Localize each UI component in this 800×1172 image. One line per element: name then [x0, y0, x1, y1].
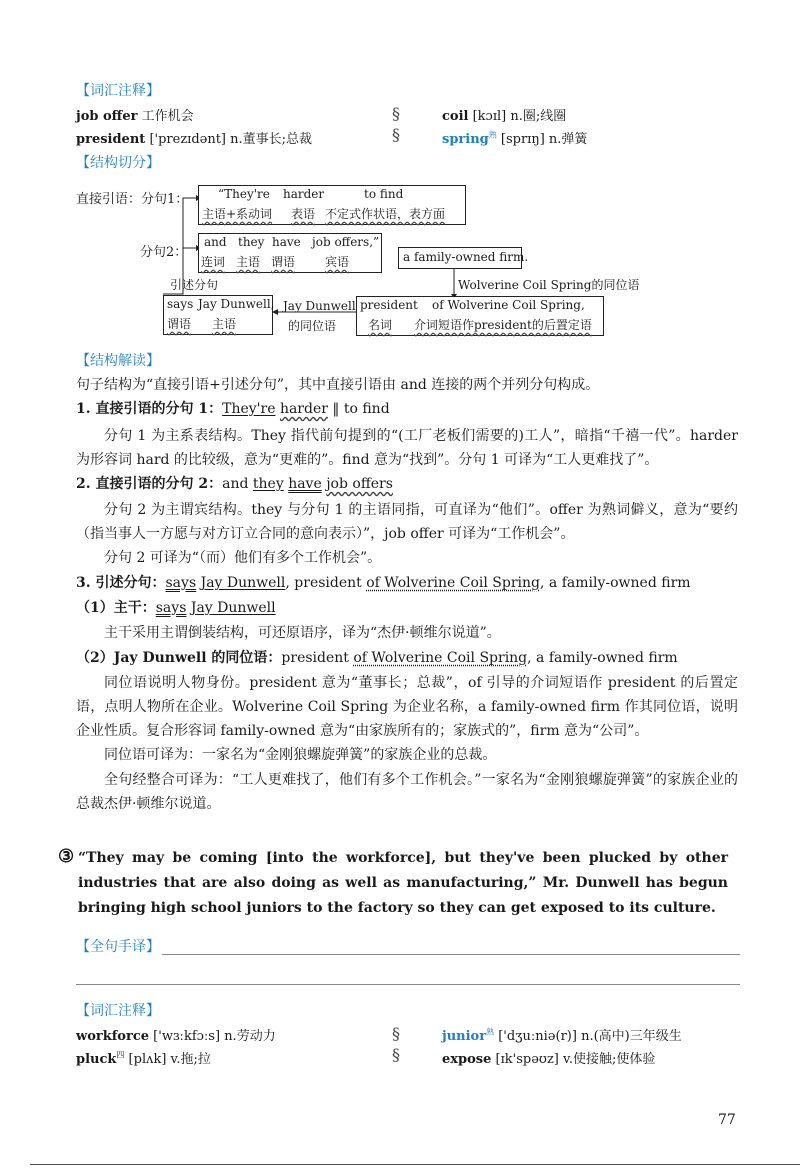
- object-span: job offers: [326, 476, 393, 492]
- vocab-phonetic: [sprɪŋ]: [500, 132, 545, 147]
- appositive-label: Wolverine Coil Spring的同位语: [458, 278, 640, 292]
- clause1-word: “They're: [218, 187, 270, 201]
- clause2-role: 谓语: [271, 255, 296, 269]
- clause1-role: 主语+系动词: [202, 207, 273, 221]
- vocab-word: coil: [442, 109, 469, 124]
- analysis-paragraph: 分句 1 为主系表结构。They 指代前句提到的“(工厂老板们需要的)工人”，暗指“千禧一代”。harder 为形容词 hard 的比较级，意为“更难的”。find 意为“找到”。分句 1 可译为“工人更难找了”。: [76, 428, 738, 468]
- vocab-item: [442, 1048, 655, 1067]
- jd-label: Jay Dunwell: [283, 299, 356, 313]
- clause1-role: 表语: [291, 207, 316, 221]
- vocab-phonetic: [plʌk]: [128, 1052, 167, 1067]
- page-number: 77: [718, 1112, 736, 1128]
- predicative-span: harder: [279, 401, 328, 417]
- predicate-span: have: [288, 476, 322, 492]
- subheading-label: （2）Jay Dunwell 的同位语：: [76, 650, 282, 666]
- vocab-gloss: v.拖;拉: [170, 1052, 211, 1067]
- analysis-heading: 【结构解读】: [76, 353, 160, 369]
- vocab-word: job offer: [76, 109, 138, 124]
- clause2-role: 主语: [236, 255, 261, 269]
- subject-span: Jay Dunwell: [190, 600, 276, 616]
- clause2-role: 连词: [201, 255, 226, 269]
- vocab-word: workforce: [76, 1029, 150, 1044]
- clause2-label: 分句2：: [140, 245, 188, 260]
- vocab-item: [442, 1025, 682, 1044]
- translation-answer-line[interactable]: [162, 954, 740, 955]
- says-word: Jay Dunwell,: [198, 297, 275, 311]
- structure-heading: 【结构切分】: [76, 155, 160, 171]
- jd-label: 的同位语: [288, 319, 337, 333]
- analysis-intro: 句子结构为“直接引语+引述分句”，其中直接引语由 and 连接的两个并列分句构成。: [76, 377, 600, 393]
- translation-answer-line[interactable]: [76, 984, 740, 985]
- familiar-word-icon: 熟: [488, 130, 497, 140]
- appositive-span: president: [281, 650, 354, 666]
- says-word: says: [167, 297, 194, 311]
- familiar-word-icon: 熟: [486, 1027, 495, 1037]
- analysis-subheading: [76, 647, 678, 667]
- subheading-label: 1. 直接引语的分句 1：: [76, 401, 223, 417]
- vocab-gloss: 工作机会: [141, 109, 194, 124]
- clause2-word: job offers,”: [312, 235, 380, 249]
- subject-span: They're: [222, 401, 276, 417]
- subheading-label: 3. 引述分句：: [76, 575, 166, 591]
- appositive-text: a family-owned firm.: [403, 250, 529, 264]
- vocab-gloss: v.使接触;使体验: [563, 1052, 656, 1067]
- binding-ring-icon: §: [392, 1045, 400, 1064]
- vocab-heading: 【词汇注释】: [76, 83, 160, 99]
- appositive-span: , a family-owned firm: [540, 575, 691, 591]
- clause1-role: 不定式作状语，表方面: [325, 207, 446, 221]
- subject-span: Jay Dunwell: [200, 575, 286, 591]
- analysis-paragraph: 同位语说明人物身份。president 意为“董事长；总裁”，of 引导的介词短语作 president 的后置定语，点明人物所在企业。Wolverine Coil Spring 为企业名称，a family-owned firm 作其同位语，说明企业性质。复合形容词 family-owned 意为“由家族所有的；家族式的”，firm 意为“公司”。: [76, 675, 738, 739]
- attributive-span: of Wolverine Coil Spring: [353, 650, 528, 666]
- president-word: president: [360, 298, 418, 312]
- analysis-paragraph: 主干采用主谓倒装结构，可还原语序，译为“杰伊·顿维尔说道”。: [104, 625, 501, 641]
- conjunction-span: and: [222, 476, 253, 492]
- vocab-phonetic: [ɪk'spəʊz]: [495, 1052, 559, 1067]
- predicate-span: says: [165, 575, 197, 591]
- clause2-role: 宾语: [325, 255, 350, 269]
- analysis-subheading: [76, 572, 691, 592]
- adverbial-span: ‖ to find: [327, 401, 390, 417]
- says-role: 主语: [212, 317, 237, 331]
- vocab-phonetic: ['wɜːkfɔːs]: [153, 1029, 221, 1044]
- attributive-span: of Wolverine Coil Spring: [366, 575, 541, 591]
- binding-ring-icon: §: [392, 125, 400, 144]
- binding-ring-icon: §: [392, 1024, 400, 1043]
- analysis-paragraph: 分句 2 可译为“（而）他们有多个工作机会”。: [104, 550, 382, 566]
- clause2-word: they: [238, 235, 265, 249]
- vocab-phonetic: ['prezɪdənt]: [149, 132, 227, 147]
- binding-ring-icon: §: [392, 104, 400, 123]
- vocab-item: [76, 1048, 211, 1067]
- subject-span: they: [252, 476, 284, 492]
- vocab-gloss: n.劳动力: [224, 1029, 276, 1044]
- reporting-label: 引述分句: [170, 278, 219, 292]
- vocab-gloss: n.弹簧: [548, 132, 588, 147]
- vocab-phonetic: [kɔɪl]: [472, 109, 507, 124]
- vocab-word: expose: [442, 1052, 492, 1067]
- vocab-word: spring: [442, 132, 489, 147]
- predicate-span: says: [155, 600, 187, 616]
- vocab-word: president: [76, 132, 146, 147]
- vocab-phonetic: ['dʒuːniə(r)]: [498, 1029, 577, 1044]
- analysis-subheading: [76, 473, 393, 493]
- vocab-gloss: n.圈;线圈: [510, 109, 567, 124]
- vocab-gloss: n.董事长;总裁: [230, 132, 313, 147]
- clause1-label: 直接引语：分句1：: [76, 192, 189, 207]
- four-level-icon: 四: [116, 1050, 125, 1060]
- appositive-span: , president: [285, 575, 367, 591]
- analysis-subheading: [76, 597, 276, 617]
- clause2-word: and: [204, 235, 227, 249]
- sentence-text: “They may be coming [into the workforce], but they've been plucked by other industries that are also doing as well as manufacturing,” Mr. Dunwell has begun bringing high school juniors to the factory so they can get exposed to its culture.: [78, 850, 728, 916]
- president-word: of Wolverine Coil Spring,: [432, 298, 585, 312]
- appositive-span: , a family-owned firm: [527, 650, 678, 666]
- analysis-paragraph: 分句 2 为主谓宾结构。they 与分句 1 的主语同指，可直译为“他们”。offer 为熟词僻义，意为“要约（指当事人一方愿与对方订立合同的意向表示）”，job offer 可译为“工作机会”。: [76, 502, 738, 542]
- vocab-gloss: n.(高中)三年级生: [581, 1029, 682, 1044]
- clause1-word: to find: [364, 187, 404, 201]
- president-role: 名词: [368, 318, 393, 332]
- clause1-word: harder: [283, 187, 325, 201]
- vocab-heading: 【词汇注释】: [76, 1003, 160, 1019]
- vocab-word: junior: [442, 1029, 487, 1044]
- clause2-word: have: [272, 235, 301, 249]
- analysis-paragraph: 全句经整合可译为：“工人更难找了，他们有多个工作机会。”一家名为“金刚狼螺旋弹簧”的家族企业的总裁杰伊·顿维尔说道。: [76, 772, 738, 812]
- analysis-paragraph: 同位语可译为：一家名为“金刚狼螺旋弹簧”的家族企业的总裁。: [104, 747, 497, 763]
- says-role: 谓语: [167, 317, 192, 331]
- translation-heading: 【全句手译】: [76, 939, 160, 955]
- page-bottom-rule: [30, 1164, 800, 1165]
- subheading-label: （1）主干：: [76, 600, 156, 616]
- president-role: 介词短语作president的后置定语: [414, 318, 592, 332]
- vocab-item: [76, 1025, 276, 1044]
- subheading-label: 2. 直接引语的分句 2：: [76, 476, 223, 492]
- vocab-word: pluck: [76, 1052, 117, 1067]
- analysis-subheading: [76, 398, 390, 418]
- diagram-connectors: [0, 0, 800, 345]
- sentence-number: ③: [58, 846, 75, 867]
